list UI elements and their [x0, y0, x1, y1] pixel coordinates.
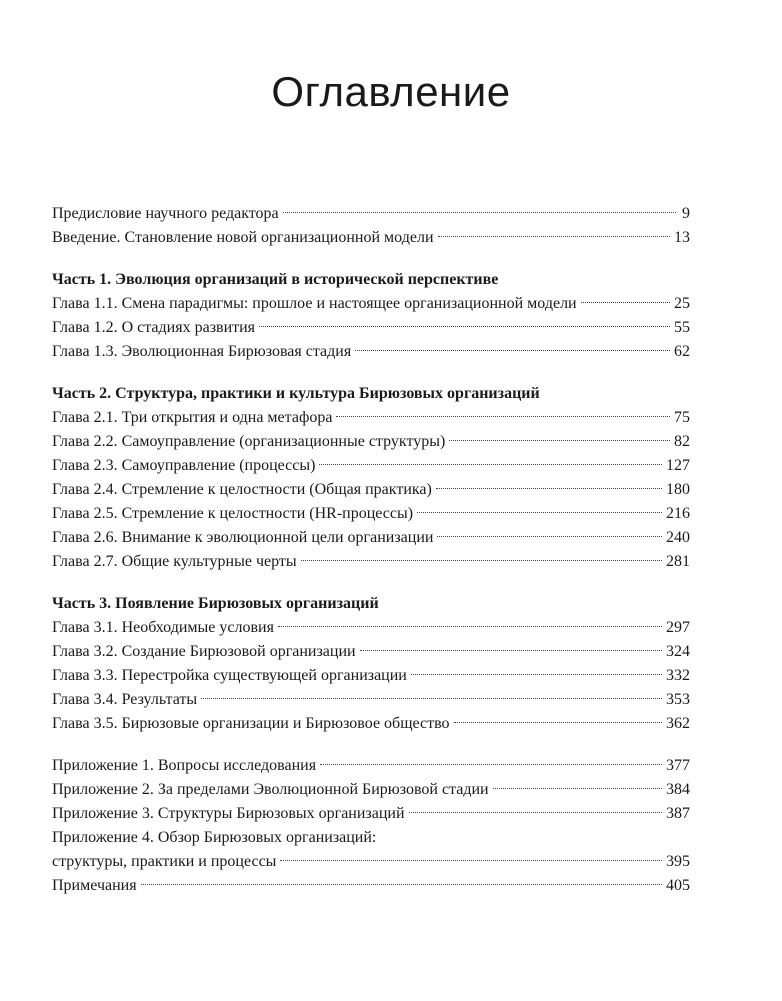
toc-entry-title: Введение. Становление новой организационной модели	[52, 229, 434, 246]
toc-entry	[52, 316, 690, 340]
dot-leader	[581, 302, 670, 303]
toc-entry-title: Глава 2.4. Стремление к целостности (Общая практика)	[52, 481, 432, 498]
toc-entry-title: Примечания	[52, 877, 137, 894]
toc-entry	[52, 850, 690, 874]
page-title: Оглавление	[271, 68, 511, 115]
toc-entry-title: Глава 1.2. О стадиях развития	[52, 319, 256, 336]
dot-leader	[320, 764, 662, 765]
toc-page-number: 180	[666, 481, 690, 498]
toc-entry-title: Глава 3.5. Бирюзовые организации и Бирюзовое общество	[52, 715, 450, 732]
toc-entry	[52, 640, 690, 664]
dot-leader	[301, 560, 662, 561]
toc-page-number: 55	[674, 319, 690, 336]
toc-entry	[52, 526, 690, 550]
dot-leader	[437, 536, 662, 537]
dot-leader	[409, 812, 662, 813]
toc-entry-title: Глава 2.5. Стремление к целостности (HR-процессы)	[52, 505, 414, 522]
toc-entry	[52, 202, 690, 226]
toc-page-number: 377	[666, 757, 690, 774]
toc-entry	[52, 502, 690, 526]
toc-entry-title: Глава 3.1. Необходимые условия	[52, 619, 274, 636]
toc-entry	[52, 454, 690, 478]
toc-page-number: 240	[666, 529, 690, 546]
toc-entry-title: Глава 3.3. Перестройка существующей организации	[52, 667, 407, 684]
dot-leader	[201, 698, 662, 699]
toc-page-number: 82	[674, 433, 690, 450]
dot-leader	[411, 674, 662, 675]
dot-leader	[336, 416, 670, 417]
toc-page-number: 127	[666, 457, 690, 474]
toc-entry	[52, 778, 690, 802]
part-heading: Часть 1. Эволюция организаций в исторической перспективе	[52, 271, 499, 288]
toc-page-number: 216	[666, 505, 690, 522]
toc-entry-title: Глава 3.4. Результаты	[52, 691, 198, 708]
part-heading: Часть 2. Структура, практики и культура Бирюзовых организаций	[52, 385, 540, 402]
toc-group	[52, 268, 690, 364]
toc-entry	[52, 478, 690, 502]
toc-entry	[52, 226, 690, 250]
toc-entry	[52, 874, 690, 898]
dot-leader	[278, 626, 662, 627]
toc-entry-title: Приложение 1. Вопросы исследования	[52, 757, 317, 774]
toc-page-number: 281	[666, 553, 690, 570]
toc-entry	[52, 616, 690, 640]
toc-group	[52, 202, 690, 250]
toc-page-number: 297	[666, 619, 690, 636]
toc-entry	[52, 712, 690, 736]
toc-page-number: 25	[674, 295, 690, 312]
dot-leader	[438, 236, 670, 237]
toc-group	[52, 754, 690, 898]
toc-page-number: 75	[674, 409, 690, 426]
toc-page-number: 387	[666, 805, 690, 822]
toc-entry-title: Глава 2.7. Общие культурные черты	[52, 553, 297, 570]
dot-leader	[280, 860, 662, 861]
toc-entry	[52, 292, 690, 316]
dot-leader	[454, 722, 662, 723]
toc-entry-title: Глава 3.2. Создание Бирюзовой организации	[52, 643, 356, 660]
toc-page-number: 324	[666, 643, 690, 660]
dot-leader	[259, 326, 670, 327]
dot-leader	[449, 440, 670, 441]
dot-leader	[493, 788, 662, 789]
toc-entry-title: Глава 2.2. Самоуправление (организационные структуры)	[52, 433, 446, 450]
toc-entry-title: Глава 2.3. Самоуправление (процессы)	[52, 457, 316, 474]
toc-entry-first-line: Приложение 4. Обзор Бирюзовых организаций:	[52, 829, 377, 846]
toc-entry-title: Глава 1.1. Смена парадигмы: прошлое и настоящее организационной модели	[52, 295, 577, 312]
table-of-contents	[52, 202, 690, 898]
toc-entry-title: Глава 2.1. Три открытия и одна метафора	[52, 409, 333, 426]
toc-page-number: 353	[666, 691, 690, 708]
toc-page-number: 13	[674, 229, 690, 246]
dot-leader	[417, 512, 662, 513]
toc-entry-title: структуры, практики и процессы	[52, 853, 277, 870]
toc-entry-title: Глава 1.3. Эволюционная Бирюзовая стадия	[52, 343, 352, 360]
dot-leader	[360, 650, 662, 651]
toc-entry	[52, 406, 690, 430]
toc-page-number: 62	[674, 343, 690, 360]
toc-page-number: 9	[682, 205, 690, 222]
toc-page-number: 395	[666, 853, 690, 870]
toc-group	[52, 382, 690, 574]
toc-entry	[52, 340, 690, 364]
toc-entry	[52, 550, 690, 574]
toc-entry-title: Приложение 3. Структуры Бирюзовых организаций	[52, 805, 405, 822]
dot-leader	[141, 884, 662, 885]
toc-entry-title: Предисловие научного редактора	[52, 205, 279, 222]
toc-entry	[52, 802, 690, 826]
toc-entry	[52, 754, 690, 778]
dot-leader	[283, 212, 676, 213]
part-heading: Часть 3. Появление Бирюзовых организаций	[52, 595, 379, 612]
toc-entry-title: Глава 2.6. Внимание к эволюционной цели организации	[52, 529, 434, 546]
toc-entry	[52, 688, 690, 712]
toc-page-number: 405	[666, 877, 690, 894]
toc-page-number: 384	[666, 781, 690, 798]
toc-entry	[52, 430, 690, 454]
dot-leader	[319, 464, 662, 465]
toc-group	[52, 592, 690, 736]
dot-leader	[436, 488, 662, 489]
toc-page-number: 332	[666, 667, 690, 684]
toc-entry	[52, 664, 690, 688]
dot-leader	[355, 350, 670, 351]
toc-entry-title: Приложение 2. За пределами Эволюционной Бирюзовой стадии	[52, 781, 489, 798]
toc-page-number: 362	[666, 715, 690, 732]
